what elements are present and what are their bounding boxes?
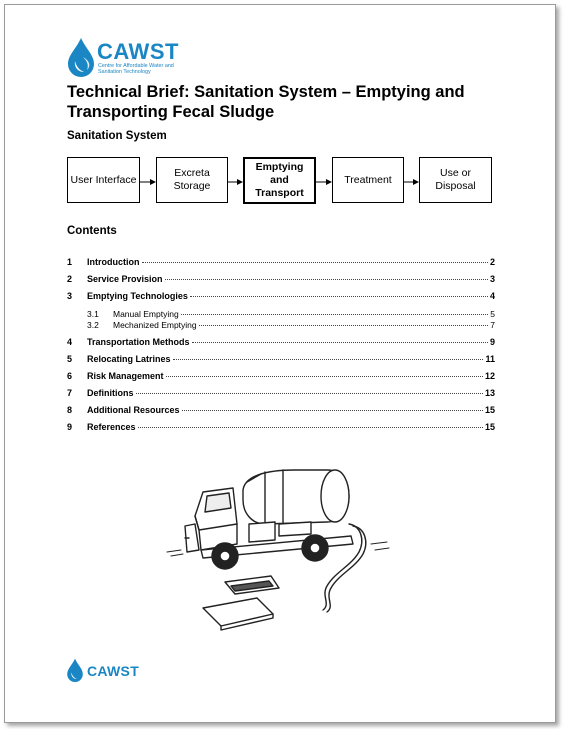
- toc-number: 5: [67, 354, 73, 364]
- toc-number: 2: [67, 274, 73, 284]
- toc-label: Emptying Technologies: [87, 291, 188, 301]
- flow-label: User Interface: [70, 173, 137, 186]
- toc-label: Transportation Methods: [87, 337, 190, 347]
- toc-page: 9: [489, 337, 495, 347]
- toc-entry[interactable]: [67, 257, 495, 267]
- water-drop-icon: [66, 657, 84, 683]
- toc-number: 3.1: [87, 309, 99, 319]
- toc-leader: [181, 314, 489, 315]
- toc-leader: [199, 325, 489, 326]
- toc-number: 9: [67, 422, 73, 432]
- flow-label: Excreta Storage: [173, 167, 211, 192]
- toc-entry[interactable]: [67, 274, 495, 284]
- footer-brand-name: CAWST: [87, 663, 140, 679]
- toc-entry[interactable]: [67, 337, 495, 347]
- toc-label: Manual Emptying: [113, 309, 179, 319]
- toc-leader: [138, 427, 483, 428]
- toc-label: Introduction: [87, 257, 140, 267]
- flow-label: Treatment: [344, 173, 392, 186]
- toc-number: 4: [67, 337, 73, 347]
- page-title: Technical Brief: Sanitation System – Emptying and Transporting Fecal Sludge: [67, 83, 465, 121]
- toc-page: 13: [484, 388, 495, 398]
- brand-tagline: Centre for Affordable Water and Sanitation Technology: [98, 63, 174, 75]
- toc-label: Relocating Latrines: [87, 354, 171, 364]
- flow-label: Use or Disposal: [435, 167, 476, 192]
- toc-label: Mechanized Emptying: [113, 320, 197, 330]
- toc-subentry[interactable]: [67, 309, 495, 319]
- toc-page: 3: [489, 274, 495, 284]
- toc-leader: [142, 262, 488, 263]
- toc-label: References: [87, 422, 136, 432]
- toc-page: 11: [485, 354, 495, 364]
- toc-page: 4: [489, 291, 495, 301]
- toc-entry[interactable]: [67, 371, 495, 381]
- toc-entry[interactable]: [67, 388, 495, 398]
- toc-number: 8: [67, 405, 73, 415]
- toc-page: 7: [490, 320, 495, 330]
- toc-number: 3.2: [87, 320, 99, 330]
- toc-subentry[interactable]: [67, 320, 495, 330]
- toc-leader: [166, 376, 483, 377]
- toc-label: Definitions: [87, 388, 134, 398]
- toc-entry[interactable]: [67, 291, 495, 301]
- toc-number: 6: [67, 371, 73, 381]
- toc-label: Service Provision: [87, 274, 163, 284]
- toc-entry[interactable]: [67, 354, 495, 364]
- brand-name: CAWST: [97, 39, 179, 64]
- section-heading: Sanitation System: [67, 130, 167, 142]
- toc-label: Risk Management: [87, 371, 164, 381]
- toc-page: 15: [484, 405, 495, 415]
- toc-leader: [190, 296, 488, 297]
- toc-leader: [192, 342, 488, 343]
- footer-logo: [66, 657, 146, 685]
- flow-label: Emptying and Transport: [255, 161, 304, 199]
- toc-number: 7: [67, 388, 73, 398]
- vacuum-truck-illustration: [165, 464, 395, 644]
- toc-leader: [182, 410, 483, 411]
- toc-entry[interactable]: [67, 422, 495, 432]
- toc-number: 1: [67, 257, 73, 267]
- toc-page: 12: [484, 371, 495, 381]
- toc-leader: [136, 393, 483, 394]
- toc-page: 15: [484, 422, 495, 432]
- toc-entry[interactable]: [67, 405, 495, 415]
- toc-leader: [173, 359, 484, 360]
- toc-page: 5: [490, 309, 495, 319]
- toc-page: 2: [489, 257, 495, 267]
- toc-number: 3: [67, 291, 73, 301]
- contents-heading: Contents: [67, 225, 117, 237]
- toc-leader: [165, 279, 488, 280]
- toc-label: Additional Resources: [87, 405, 180, 415]
